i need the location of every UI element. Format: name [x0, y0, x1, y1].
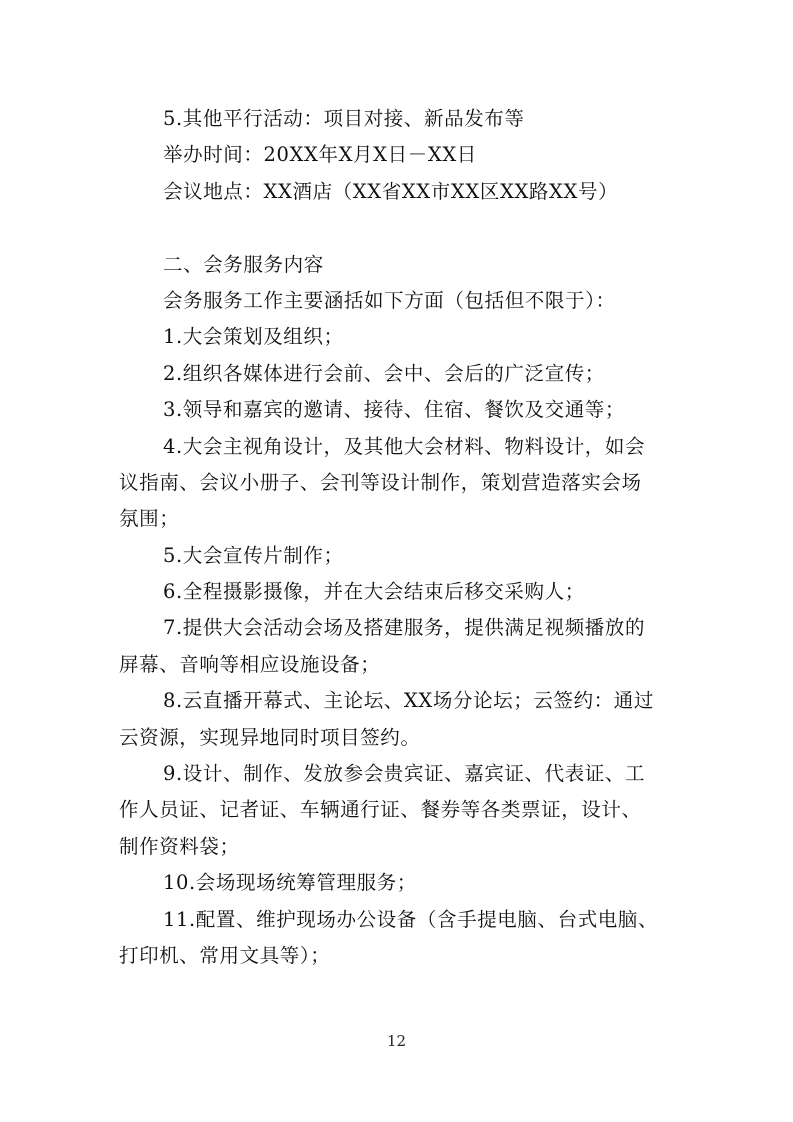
service-item-8-line-1: 8.云直播开幕式、主论坛、XX场分论坛；云签约：通过	[163, 689, 654, 713]
service-item-4-line-1: 4.大会主视角设计，及其他大会材料、物料设计，如会	[163, 434, 646, 458]
event-venue: 会议地点：XX酒店（XX省XX市XX区XX路XX号）	[163, 179, 619, 203]
service-item-7-line-2: 屏幕、音响等相应设施设备；	[119, 652, 381, 676]
section-intro: 会务服务工作主要涵括如下方面（包括但不限于）：	[163, 288, 616, 312]
paragraph-gap	[119, 210, 675, 246]
document-body	[119, 101, 675, 974]
service-item-9-line-2: 作人员证、记者证、车辆通行证、餐券等各类票证，设计、	[119, 798, 642, 822]
service-item-8-line-2: 云资源，实现异地同时项目签约。	[119, 725, 421, 749]
service-item-11-line-2: 打印机、常用文具等）；	[119, 943, 331, 967]
service-item-7-line-1: 7.提供大会活动会场及搭建服务，提供满足视频播放的	[163, 616, 646, 640]
section-heading: 二、会务服务内容	[163, 252, 324, 276]
service-item-10: 10.会场现场统筹管理服务；	[163, 871, 417, 895]
service-item-4-line-2: 议指南、会议小册子、会刊等设计制作，策划营造落实会场	[119, 470, 642, 494]
service-item-6: 6.全程摄影摄像，并在大会结束后移交采购人；	[163, 580, 585, 604]
service-item-2: 2.组织各媒体进行会前、会中、会后的广泛宣传；	[163, 361, 605, 385]
service-item-5: 5.大会宣传片制作；	[163, 543, 344, 567]
service-item-9-line-3: 制作资料袋；	[119, 834, 240, 858]
service-item-11-line-1: 11.配置、维护现场办公设备（含手提电脑、台式电脑、	[163, 907, 659, 931]
event-time: 举办时间：20XX年X月X日－XX日	[163, 143, 477, 167]
service-item-4-line-3: 氛围；	[119, 507, 180, 531]
service-item-9-line-1: 9.设计、制作、发放参会贵宾证、嘉宾证、代表证、工	[163, 762, 646, 786]
service-item-1: 1.大会策划及组织；	[163, 325, 344, 349]
event-item-5: 5.其他平行活动：项目对接、新品发布等	[163, 107, 525, 130]
service-item-3: 3.领导和嘉宾的邀请、接待、住宿、餐饮及交通等；	[163, 398, 626, 422]
page-number: 12	[386, 1032, 407, 1050]
